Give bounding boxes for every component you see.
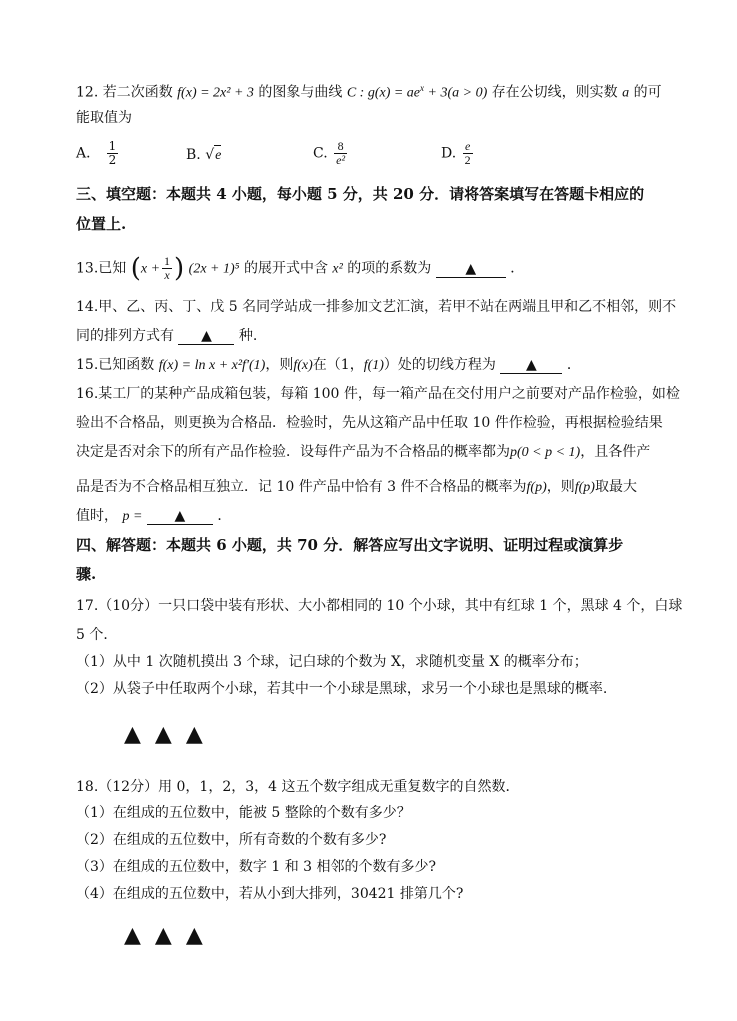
numerator: 1 (108, 139, 117, 153)
q15-line (76, 355, 581, 376)
q12-formula-c2: + 3(a > 0) (424, 85, 488, 101)
q18-part3: （3）在组成的五位数中，数字 1 和 3 相邻的个数有多少? (76, 859, 437, 875)
q13-formula: (2x + 1)⁵ (188, 261, 240, 277)
q13-line (76, 255, 524, 282)
q12-exponent: x (420, 83, 425, 93)
q13-end: ． (510, 260, 525, 277)
q12-text: 的图象与曲线 (258, 84, 343, 101)
answer-blank[interactable]: ▲ (500, 357, 562, 374)
q14-text: 同的排列方式有 (76, 328, 174, 344)
q16-text: 品是否为不合格品相互独立．记 10 件产品中恰有 3 件不合格品的概率为 (76, 479, 527, 495)
q13-x: x + (140, 261, 161, 277)
q17-part2: （2）从袋子中任取两个小球，若其中一个小球是黑球，求另一个小球也是黑球的概率. (76, 681, 608, 697)
q12-text: 12. 若二次函数 (76, 84, 173, 101)
numerator: 8 (334, 140, 347, 154)
q15-fx: f(x) (293, 358, 313, 373)
q13-x2: x² (332, 261, 343, 277)
section4-heading: 四、解答题：本题共 6 小题，共 70 分．解答应写出文字说明、证明过程或演算步 (76, 536, 624, 554)
q16-text: ，则 (546, 479, 575, 495)
answer-blank[interactable]: ▲ (147, 508, 213, 525)
q12-option-c (313, 140, 349, 167)
q14-line2 (76, 326, 257, 346)
fraction (107, 140, 119, 167)
q18-line1: 18.（12分）用 0，1，2，3，4 这五个数字组成无重复数字的自然数． (76, 779, 520, 795)
q15-end: ． (566, 357, 581, 373)
option-label: D. (441, 145, 457, 162)
q12-formula-f: f(x) = 2x² + 3 (177, 85, 254, 101)
denominator: e² (336, 153, 346, 167)
q15-f1: f(1) (363, 358, 384, 373)
left-paren: ( (130, 253, 141, 284)
q16-line5 (76, 506, 231, 527)
q18-part4: （4）在组成的五位数中，若从小到大排列，30421 排第几个? (76, 886, 464, 902)
answer-blank[interactable]: ▲ (178, 328, 234, 345)
denominator: 2 (464, 153, 471, 167)
denominator: 2 (108, 153, 117, 167)
q15-text: 在（1， (312, 357, 364, 373)
q16-text: ，且各件产 (580, 444, 651, 460)
q16-line4 (76, 477, 637, 498)
q12-option-a (76, 140, 120, 167)
sqrt-symbol: √ (205, 147, 215, 163)
q12-text: 的可 (633, 84, 662, 101)
q13-text: 13.已知 (76, 260, 127, 277)
q17-line2: 5 个． (76, 627, 118, 643)
q18-part2: （2）在组成的五位数中，所有奇数的个数有多少? (76, 832, 387, 848)
q16-text: 值时， (76, 508, 118, 524)
q12-line2: 能取值为 (76, 110, 132, 126)
q12-option-d (441, 140, 475, 167)
q12-formula-c: C : g(x) = ae (346, 85, 421, 101)
q16-fp: f(p) (574, 480, 595, 495)
fraction (162, 255, 172, 282)
fraction (334, 140, 347, 167)
q14-line1: 14.甲、乙、丙、丁、戊 5 名同学站成一排参加文艺汇演，若甲不站在两端且甲和乙不相邻，则不 (76, 299, 677, 315)
q12-var-a: a (622, 85, 630, 101)
q16-text: 决定是否对余下的所有产品作检验．设每件产品为不合格品的概率都为 (76, 444, 510, 460)
q18-part1: （1）在组成的五位数中，能被 5 整除的个数有多少？ (76, 805, 411, 821)
q12-option-b (186, 145, 221, 166)
q16-fp: f(p) (526, 480, 547, 495)
q16-line1: 16.某工厂的某种产品成箱包装，每箱 100 件，每一箱产品在交付用户之前要对产品作检验，如检 (76, 386, 680, 402)
option-label: A． (76, 145, 101, 162)
numerator: e (463, 140, 473, 154)
denominator: x (164, 268, 170, 282)
q16-line3 (76, 442, 650, 463)
answer-marks: ▲▲▲ (124, 923, 217, 948)
q16-text: 取最大 (594, 479, 637, 495)
q14-text: 种. (238, 328, 258, 344)
answer-marks: ▲▲▲ (124, 722, 217, 747)
section4-heading-cont: 骤. (76, 565, 97, 583)
q16-p-range: p(0 < p < 1) (510, 445, 581, 460)
sqrt-value: e (214, 145, 221, 166)
q16-p: p = (122, 509, 143, 524)
q17-part1: （1）从中 1 次随机摸出 3 个球，记白球的个数为 X，求随机变量 X 的概率分布； (76, 654, 588, 670)
q12-line1 (76, 78, 662, 104)
q16-line2: 验出不合格品，则更换为合格品．检验时，先从这箱产品中任取 10 件作检验，再根据检验结果 (76, 415, 663, 431)
q13-text: 的展开式中含 (243, 260, 328, 277)
answer-blank[interactable]: ▲ (436, 261, 506, 278)
q15-text: ）处的切线方程为 (383, 357, 496, 373)
q17-line1: 17.（10分）一只口袋中装有形状、大小都相同的 10 个小球，其中有红球 1 个，黑球 4 个，白球 (76, 598, 683, 614)
fraction (463, 140, 473, 167)
right-paren: ) (174, 253, 185, 284)
q13-text: 的项的系数为 (347, 260, 432, 277)
option-label: B. (186, 147, 201, 163)
section3-heading: 三、填空题：本题共 4 小题，每小题 5 分，共 20 分．请将答案填写在答题卡相应的 (76, 185, 645, 203)
numerator: 1 (164, 254, 171, 268)
q15-text: ，则 (265, 357, 294, 373)
q12-text: 存在公切线，则实数 (491, 84, 618, 101)
q16-end: ． (217, 508, 232, 524)
q15-formula: f(x) = ln x + x²f′(1) (158, 358, 266, 373)
section3-heading-cont: 位置上. (76, 215, 127, 233)
option-label: C. (313, 145, 328, 162)
q15-text: 15.已知函数 (76, 357, 155, 373)
